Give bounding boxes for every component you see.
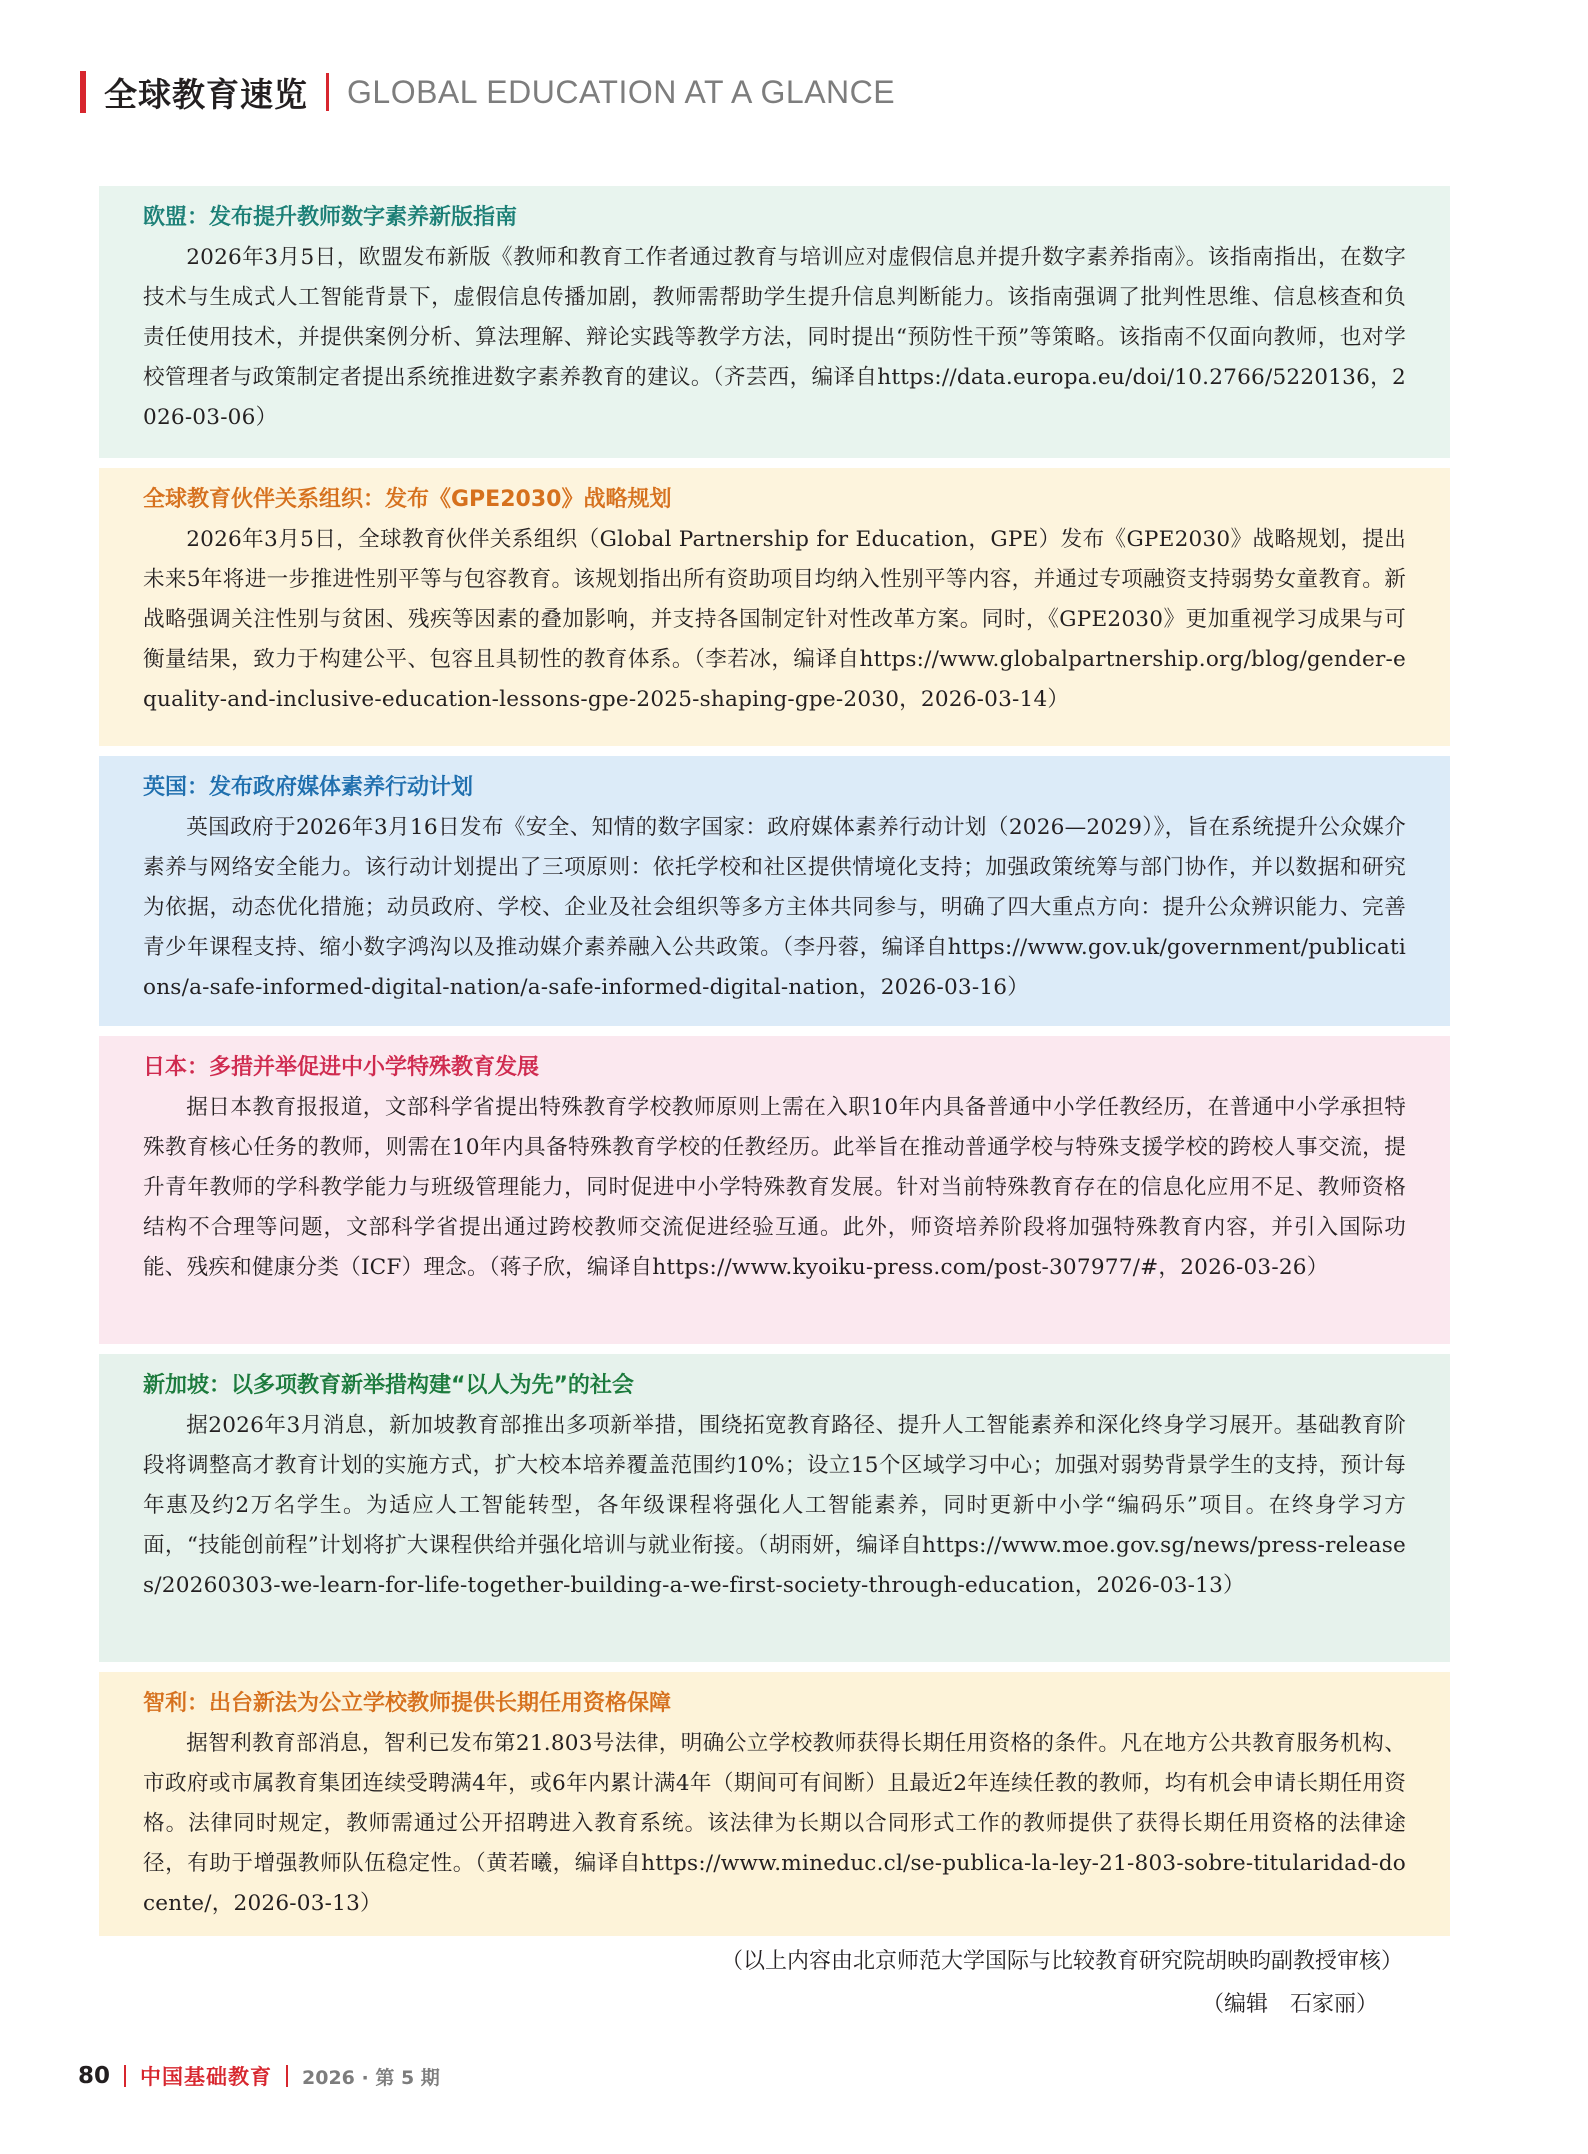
article-chile	[99, 1672, 1450, 1936]
article-body: 2026年3月5日，全球教育伙伴关系组织（Global Partnership for Education，GPE）发布《GPE2030》战略规划，提出未来5年将进一步推进性别平等与包容教育。该规划指出所有资助项目均纳入性别平等内容，并通过专项融资支持弱势女童教育。新战略强调关注性别与贫困、残疾等因素的叠加影响，并支持各国制定针对性改革方案。同时，《GPE2030》更加重视学习成果与可衡量结果，致力于构建公平、包容且具韧性的教育体系。（李若冰，编译自https://www.globalpartnership.org/blog/gender-equality-and-inclusive-education-lessons-gpe-2025-shaping-gpe-2030，2026-03-14）	[143, 527, 1406, 712]
footer-separator	[286, 2065, 288, 2087]
review-note: （以上内容由北京师范大学国际与比较教育研究院胡映昀副教授审核）	[720, 1949, 1403, 1974]
article-body: 据2026年3月消息，新加坡教育部推出多项新举措，围绕拓宽教育路径、提升人工智能素养和深化终身学习展开。基础教育阶段将调整高才教育计划的实施方式，扩大校本培养覆盖范围约10%；设立15个区域学习中心；加强对弱势背景学生的支持，预计每年惠及约2万名学生。为适应人工智能转型，各年级课程将强化人工智能素养，同时更新中小学“编码乐”项目。在终身学习方面，“技能创前程”计划将扩大课程供给并强化培训与就业衔接。（胡雨妍，编译自https://www.moe.gov.sg/news/press-releases/20260303-we-learn-for-life-together-building-a-we-first-society-through-education，2026-03-13）	[143, 1413, 1406, 1598]
magazine-name: 中国基础教育	[140, 2065, 273, 2089]
header-accent-bar	[80, 71, 86, 113]
section-title-cn: 全球教育速览	[104, 74, 308, 114]
header-separator	[326, 73, 329, 111]
article-body: 据日本教育报报道，文部科学省提出特殊教育学校教师原则上需在入职10年内具备普通中小学任教经历，在普通中小学承担特殊教育核心任务的教师，则需在10年内具备特殊教育学校的任教经历。此举旨在推动普通学校与特殊支援学校的跨校人事交流，提升青年教师的学科教学能力与班级管理能力，同时促进中小学特殊教育发展。针对当前特殊教育存在的信息化应用不足、教师资格结构不合理等问题，文部科学省提出通过跨校教师交流促进经验互通。此外，师资培养阶段将加强特殊教育内容，并引入国际功能、残疾和健康分类（ICF）理念。（蒋子欣，编译自https://www.kyoiku-press.com/post-307977/#，2026-03-26）	[143, 1095, 1406, 1280]
article-title: 全球教育伙伴关系组织：发布《GPE2030》战略规划	[143, 487, 672, 512]
article-title: 英国：发布政府媒体素养行动计划	[143, 775, 474, 800]
article-japan	[99, 1036, 1450, 1344]
footer-separator	[124, 2065, 126, 2087]
page-footer	[78, 2056, 440, 2096]
page-header	[80, 68, 895, 116]
article-eu	[99, 186, 1450, 458]
editor-note: （编辑 石家丽）	[1201, 1992, 1378, 2017]
article-singapore	[99, 1354, 1450, 1662]
section-title-en: GLOBAL EDUCATION AT A GLANCE	[347, 73, 896, 110]
article-body: 2026年3月5日，欧盟发布新版《教师和教育工作者通过教育与培训应对虚假信息并提升数字素养指南》。该指南指出，在数字技术与生成式人工智能背景下，虚假信息传播加剧，教师需帮助学生提升信息判断能力。该指南强调了批判性思维、信息核查和负责任使用技术，并提供案例分析、算法理解、辩论实践等教学方法，同时提出“预防性干预”等策略。该指南不仅面向教师，也对学校管理者与政策制定者提出系统推进数字素养教育的建议。（齐芸西，编译自https://data.europa.eu/doi/10.2766/5220136，2026-03-06）	[143, 245, 1406, 430]
article-title: 新加坡：以多项教育新举措构建“以人为先”的社会	[143, 1373, 634, 1398]
issue-label: 2026 · 第 5 期	[302, 2066, 440, 2089]
article-uk	[99, 756, 1450, 1026]
article-title: 日本：多措并举促进中小学特殊教育发展	[143, 1055, 540, 1080]
article-body: 英国政府于2026年3月16日发布《安全、知情的数字国家：政府媒体素养行动计划（2026—2029）》，旨在系统提升公众媒介素养与网络安全能力。该行动计划提出了三项原则：依托学校和社区提供情境化支持；加强政策统筹与部门协作，并以数据和研究为依据，动态优化措施；动员政府、学校、企业及社会组织等多方主体共同参与，明确了四大重点方向：提升公众辨识能力、完善青少年课程支持、缩小数字鸿沟以及推动媒介素养融入公共政策。（李丹蓉，编译自https://www.gov.uk/government/publications/a-safe-informed-digital-nation/a-safe-informed-digital-nation，2026-03-16）	[143, 815, 1406, 1000]
article-title: 智利：出台新法为公立学校教师提供长期任用资格保障	[143, 1691, 672, 1716]
article-body: 据智利教育部消息，智利已发布第21.803号法律，明确公立学校教师获得长期任用资格的条件。凡在地方公共教育服务机构、市政府或市属教育集团连续受聘满4年，或6年内累计满4年（期间可有间断）且最近2年连续任教的教师，均有机会申请长期任用资格。法律同时规定，教师需通过公开招聘进入教育系统。该法律为长期以合同形式工作的教师提供了获得长期任用资格的法律途径，有助于增强教师队伍稳定性。（黄若曦，编译自https://www.mineduc.cl/se-publica-la-ley-21-803-sobre-titularidad-docente/，2026-03-13）	[143, 1731, 1406, 1916]
article-gpe	[99, 468, 1450, 746]
article-title: 欧盟：发布提升教师数字素养新版指南	[143, 205, 518, 230]
page-number: 80	[78, 2063, 111, 2089]
